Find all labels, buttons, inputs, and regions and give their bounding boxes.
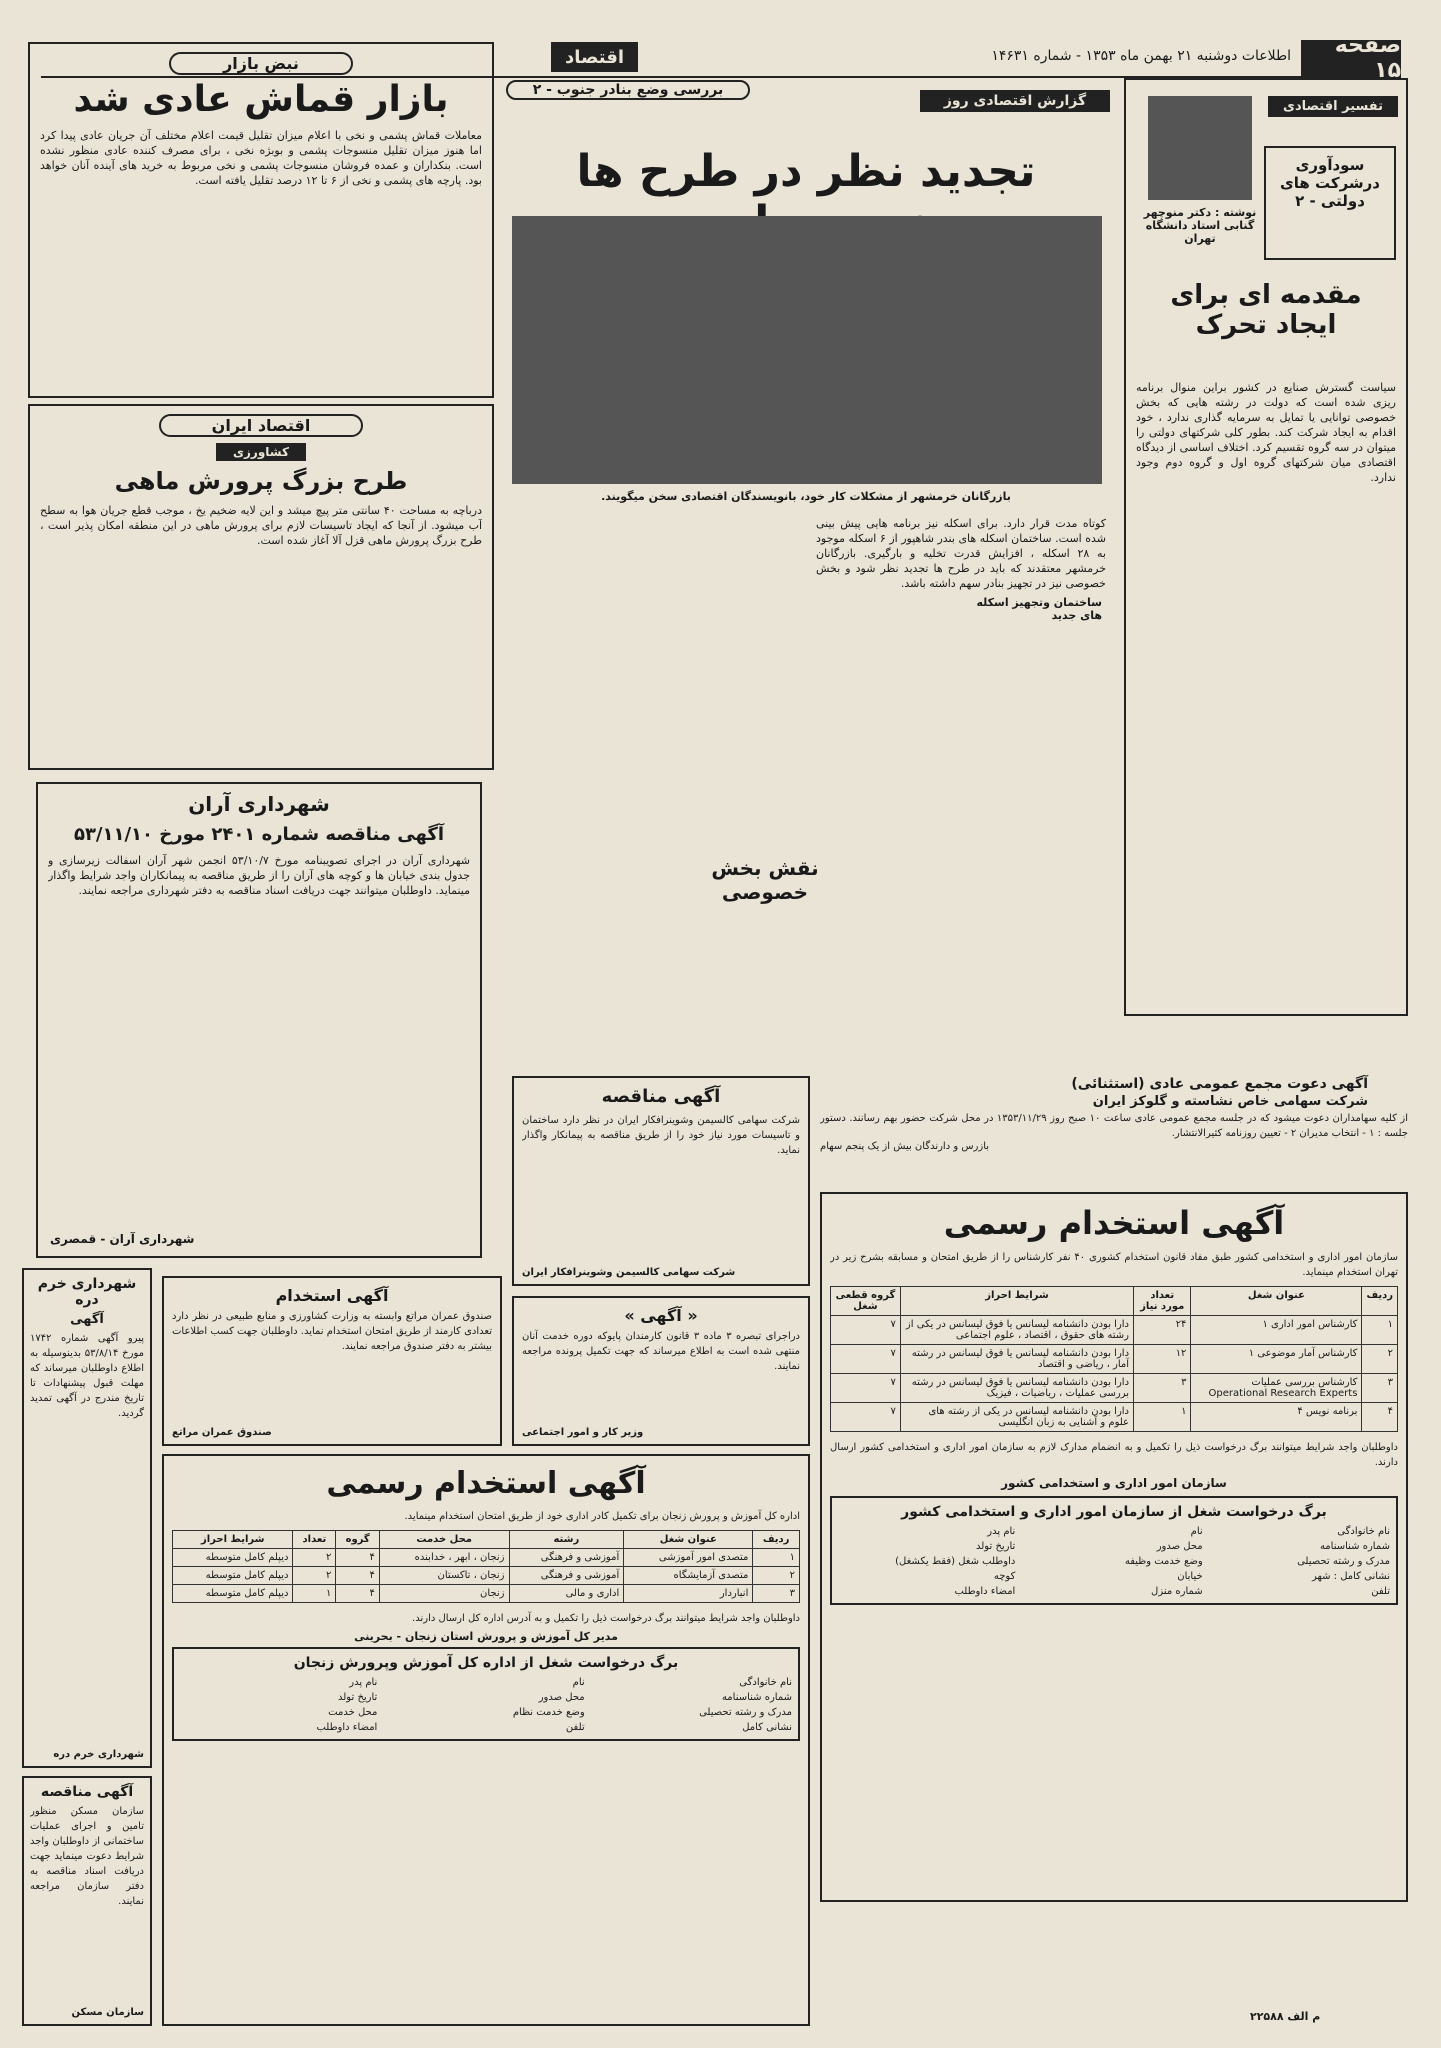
col-header: گروه [336,1531,379,1549]
form-field[interactable]: محل صدور [1156,1541,1203,1552]
ad-body: شهرداری آران در اجرای تصویبنامه مورخ ۵۳/۱۰/۷ انجمن شهر آران اسفالت زیرسازی و جدول بندی خیابان ها و کوچه های آران را از طریق مناقصه به پیمانکاران واجد شرایط واگذار مینماید. داوطلبان میتوانند جهت دریافت اسناد مناقصه به دفتر شهرداری مراجعه نمایند. [48,854,470,897]
market-pulse-article [28,42,494,398]
cell: ۱ [1134,1403,1191,1432]
table-row [831,1345,1398,1374]
ad-intro: اداره کل آموزش و پرورش زنجان برای تکمیل کادر اداری خود از طریق امتحان استخدام مینماید. [404,1511,800,1522]
form-field[interactable]: مدرک و رشته تحصیلی [1297,1556,1390,1567]
ad-body: از کلیه سهامداران دعوت میشود که در جلسه مجمع عمومی عادی ساعت ۱۰ صبح روز ۱۳۵۳/۱۱/۲۹ در محل شرکت حضور بهم رسانند. دستور جلسه : ۱ - انتخاب مدیران ۲ - تعیین روزنامه کثیرالانتشار. [820,1113,1408,1139]
form-field[interactable]: خیابان [1177,1571,1203,1582]
ad-signature: سازمان مسکن [71,2007,144,2018]
col-header: گروه قطعی شغل [831,1287,901,1316]
ad-body: سازمان مسکن منظور تامین و اجرای عملیات ساختمانی از داوطلبان واجد شرایط دعوت مینماید جهت دریافت اسناد مناقصه به دفتر سازمان مراجعه نمایند. [30,1806,144,1907]
cell: دیپلم کامل متوسطه [173,1585,293,1603]
ad-body: پیرو آگهی شماره ۱۷۴۲ مورخ ۵۳/۸/۱۴ بدینوسیله به اطلاع داوطلبان میرساند که مهلت قبول پیشنهادات تا تاریخ مندرج در آگهی تمدید گردید. [30,1333,144,1419]
cell: زنجان ، تاکستان [379,1567,509,1585]
ad-title: آگهی مناقصه [601,1086,721,1107]
form-field[interactable]: نشانی کامل [742,1722,792,1733]
cell: آموزشی و فرهنگی [509,1549,624,1567]
table-header-row [831,1287,1398,1316]
cell: ۴ [1362,1403,1398,1432]
ad-title: آگهی دعوت مجمع عمومی عادی (استثنائی) [1071,1076,1368,1092]
cell: دارا بودن دانشنامه لیسانس یا فوق لیسانس در یکی از رشته های حقوق ، اقتصاد ، علوم اجتماعی [900,1316,1133,1345]
page-number: صفحه ۱۵ [1301,40,1401,76]
application-form [830,1496,1398,1605]
col-header: عنوان شغل [624,1531,753,1549]
form-field[interactable]: کوچه [993,1571,1016,1582]
cell: زنجان [379,1585,509,1603]
table-row [173,1567,800,1585]
cell: ۲۴ [1134,1316,1191,1345]
ad-title: « آگهی » [624,1306,698,1325]
issue-line: اطلاعات دوشنبه ۲۱ بهمن ماه ۱۳۵۳ - شماره ۱۴۶۳۱ [991,48,1291,64]
cell: ۱ [1362,1316,1398,1345]
footer-code: م الف ۲۲۵۸۸ [1250,2010,1321,2023]
cell: ۲ [293,1567,336,1585]
form-field[interactable]: شماره منزل [1151,1586,1203,1597]
table-row [831,1374,1398,1403]
form-field[interactable]: مدرک و رشته تحصیلی [699,1707,792,1718]
cell: متصدی امور آموزشی [624,1549,753,1567]
cell: متصدی آزمایشگاه [624,1567,753,1585]
table-header-row [173,1531,800,1549]
ad-title: شهرداری خرم دره [37,1276,137,1308]
form-field[interactable]: شماره شناسنامه [721,1692,792,1703]
table-row [831,1316,1398,1345]
jobs-table [172,1530,800,1603]
ad-title: آگهی استخدام [275,1286,389,1305]
ad-body: دراجرای تبصره ۳ ماده ۳ قانون کارمندان پایوکه دوره خدمت آنان منتهی شده است به اطلاع میرساند که جهت تکمیل پرونده مراجعه نمایند. [522,1331,800,1372]
kicker: اقتصاد ایران [159,414,363,437]
ad-body: صندوق عمران مراتع وابسته به وزارت کشاورزی و منابع طبیعی در نظر دارد تعدادی کارمند از طریق امتحان استخدام نماید. داوطلبان جهت کسب اطلاعات بیشتر به دفتر صندوق مراجعه نمایند. [172,1311,492,1352]
subsection: کشاورزی [216,443,306,461]
assembly-ad [820,1076,1408,1176]
cell: ۲ [1362,1345,1398,1374]
kicker-left: بررسی وضع بنادر جنوب - ۲ [506,80,750,100]
form-field[interactable]: وضع خدمت نظام [512,1707,585,1718]
article-body: سیاست گسترش صنایع در کشور براین منوال برنامه ریزی شده است که دولت در رشته هایی که بخش خصوصی توانایی یا تمایل به سرمایه گذاری ندارد ، خود اقدام به ایجاد شرکت کند. بطور کلی شرکتهای دولتی را میتوان در سه گروه تقسیم کرد. اختلاف اساسی از دیدگاه اقتصادی میان شرکتهای گروه اول و گروه دوم وجود ندارد. [1136,381,1396,484]
labor-notice-ad [512,1296,810,1446]
ad-signature: شرکت سهامی کالسیمن وشوینرافکار ایران [522,1267,736,1278]
photo-caption: بازرگانان خرمشهر از مشکلات کار خود، بانویسندگان اقتصادی سخن میگویند. [601,490,1011,503]
ad-signature: صندوق عمران مراتع [172,1427,272,1438]
form-title: برگ درخواست شغل از اداره کل آموزش وپرورش زنجان [293,1655,679,1671]
cell: دیپلم کامل متوسطه [173,1567,293,1585]
form-field[interactable]: نام [572,1677,585,1688]
col-header: شرایط احراز [900,1287,1133,1316]
cell: اداری و مالی [509,1585,624,1603]
section-label: اقتصاد [551,42,638,72]
col-header: ردیف [753,1531,800,1549]
ad-title: آگهی استخدام رسمی [326,1466,646,1501]
article-body: درباچه به مساحت ۴۰ سانتی متر پیچ میشد و این لایه ضخیم یخ ، موجب قطع جریان هوا به سطح آب میشود. از آنجا که ایجاد تاسیسات لازم برای پرورش ماهی در این منطقه امکان پذیر است ، طرح بزرگ پرورش ماهی قزل آلا آغاز شده است. [40,504,482,547]
col-header: ردیف [1362,1287,1398,1316]
cell: ۲ [753,1567,800,1585]
aran-tender-ad [36,782,482,1258]
table-row [173,1549,800,1567]
cell: ۱۲ [1134,1345,1191,1374]
form-field[interactable]: نام خانوادگی [739,1677,792,1688]
cell: دارا بودن دانشنامه لیسانس یا فوق لیسانس در رشته آمار ، ریاضی و اقتصاد [900,1345,1133,1374]
ad-signature: سازمان امور اداری و استخدامی کشور [1001,1476,1227,1490]
headline: تجدید نظر در طرح ها [576,146,1036,197]
form-title: برگ درخواست شغل از سازمان امور اداری و استخدامی کشور [901,1504,1327,1520]
form-field[interactable]: تلفن [565,1722,585,1733]
form-field[interactable]: نام پدر [987,1526,1016,1537]
cell: دارا بودن دانشنامه لیسانس در یکی از رشته های علوم و آشنایی به زبان انگلیسی [900,1403,1133,1432]
cell: ۴ [336,1585,379,1603]
ad-signature: بازرس و دارندگان بیش از یک پنجم سهام [820,1141,990,1152]
rangeland-fund-ad [162,1276,502,1446]
cell: ۷ [831,1374,901,1403]
headline: مقدمه ای برای ایجاد تحرک [1170,280,1362,340]
form-field[interactable]: نشانی کامل : شهر [1311,1571,1390,1582]
form-field[interactable]: امضاء داوطلب [954,1586,1016,1597]
cell: ۴ [336,1549,379,1567]
cell: دیپلم کامل متوسطه [173,1549,293,1567]
form-field[interactable]: امضاء داوطلب [316,1722,378,1733]
housing-tender-ad [22,1776,152,2026]
form-field[interactable]: شماره شناسنامه [1319,1541,1390,1552]
zanjan-recruitment-ad [162,1454,810,2026]
cell: آموزشی و فرهنگی [509,1567,624,1585]
ad-title: آگهی استخدام رسمی [943,1204,1285,1242]
form-field[interactable]: نام پدر [349,1677,378,1688]
col-header: رشته [509,1531,624,1549]
form-field[interactable]: تلفن [1371,1586,1390,1597]
form-field[interactable]: تاریخ تولد [976,1541,1016,1552]
author-photo [1148,96,1252,200]
subheading-1: ساختمان وتجهیز اسکله های جدید [976,596,1102,622]
cell: کارشناس آمار موضوعی ۱ [1191,1345,1362,1374]
ad-subtitle: آگهی [70,1312,104,1327]
cell: ۴ [336,1567,379,1585]
ad-signature: شهرداری آران - قمصری [50,1232,195,1246]
form-field[interactable]: داوطلب شغل (فقط یکشغل) [895,1556,1016,1567]
col-header: تعداد مورد نیاز [1134,1287,1191,1316]
ad-title: شهرداری آران [188,792,330,816]
kicker-right: گزارش اقتصادی روز [920,90,1110,112]
ad-title: آگهی مناقصه [40,1784,134,1800]
col-header: شرایط احراز [173,1531,293,1549]
cell: زنجان ، ابهر ، خدابنده [379,1549,509,1567]
form-field[interactable]: وضع خدمت وظیفه [1124,1556,1203,1567]
form-field[interactable]: محل خدمت [328,1707,378,1718]
iran-economy-article [28,404,494,770]
form-field[interactable]: تاریخ تولد [338,1692,378,1703]
cell: ۷ [831,1403,901,1432]
form-field[interactable]: نام [1190,1526,1203,1537]
official-recruitment-ad [820,1192,1408,1902]
subheading-2: نقش بخش خصوصی [711,856,819,904]
cell: انباردار [624,1585,753,1603]
jobs-table [830,1286,1398,1432]
cell: ۱ [293,1585,336,1603]
headline: بازار قماش عادی شد [73,79,449,120]
cell: دارا بودن دانشنامه لیسانس یا فوق لیسانس در رشته بررسی عملیات ، ریاضیات ، فیزیک [900,1374,1133,1403]
cell: ۱ [753,1549,800,1567]
khorramdareh-ad [22,1268,152,1768]
col-header: تعداد [293,1531,336,1549]
ad-intro: سازمان امور اداری و استخدامی کشور طبق مفاد قانون استخدام کشوری ۴۰ نفر کارشناس را از طریق امتحان و مسابقه بشرح زیر در تهران استخدام مینماید. [830,1252,1398,1278]
ad-body: شرکت سهامی کالسیمن وشوینرافکار ایران در نظر دارد ساختمان و تاسیسات مورد نیاز خود را از طریق مناقصه به پیمانکار واگذار نماید. [522,1115,800,1156]
application-form [172,1647,800,1741]
ad-signature: مدیر کل آموزش و پرورش استان زنجان - بحرینی [354,1630,618,1643]
article-body: معاملات قماش پشمی و نخی با اعلام میزان تقلیل قیمت اعلام مختلف آن جریان عادی پیدا کرد اما هنوز میزان تقلیل منسوجات پشمی و بوبژه نخی ، برای مصرف کننده عادی منظور نشده است. بنکداران و عمده فروشان منسوجات پشمی و نخی مربوط به خرید های آینده آنان خواهد بود. پارچه های پشمی و نخی از ۶ تا ۱۲ درصد تقلیل یافته است. [40,129,482,187]
table-row [173,1585,800,1603]
ad-signature: شهرداری خرم دره [53,1749,144,1760]
cell: ۳ [1362,1374,1398,1403]
cell: ۷ [831,1316,901,1345]
series-box: سودآوری درشرکت های دولتی - ۲ [1264,146,1396,260]
author: نوشته : دکتر منوچهر گنابی استاد دانشگاه تهران [1143,206,1257,245]
photo-meeting [512,216,1102,484]
ad-subtitle: آگهی مناقصه شماره ۲۴۰۱ مورخ ۵۳/۱۱/۱۰ [73,824,445,845]
calcimine-tender-ad [512,1076,810,1286]
ad-signature: وزیر کار و امور اجتماعی [522,1427,644,1438]
cell: کارشناس امور اداری ۱ [1191,1316,1362,1345]
company-name: شرکت سهامی خاص نشاسته و گلوکز ایران [1092,1094,1368,1109]
ad-note: داوطلبان واجد شرایط میتوانند برگ درخواست ذیل را تکمیل و به انضمام مدارک لازم به سازمان امور اداری و استخدامی کشور ارسال دارند. [830,1442,1398,1468]
ports-article [500,76,1112,1066]
cell: برنامه نویس ۴ [1191,1403,1362,1432]
kicker: تفسیر اقتصادی [1268,96,1398,117]
cell: ۳ [1134,1374,1191,1403]
kicker: نبض بازار [169,52,353,75]
headline: طرح بزرگ پرورش ماهی [114,467,408,495]
economic-commentary [1124,78,1408,1016]
ad-note: داوطلبان واجد شرایط میتوانند برگ درخواست ذیل را تکمیل و به آدرس اداره کل ارسال دارند. [412,1613,800,1624]
cell: ۲ [293,1549,336,1567]
form-field[interactable]: محل صدور [538,1692,585,1703]
cell: کارشناس بررسی عملیات Operational Research Experts [1191,1374,1362,1403]
form-field[interactable]: نام خانوادگی [1337,1526,1390,1537]
col-header: عنوان شغل [1191,1287,1362,1316]
article-body: کوتاه مدت قرار دارد. برای اسکله نیز برنامه هایی پیش بینی شده است. ساختمان اسکله های بندر شاهپور از ۶ اسکله موجود به ۲۸ اسکله ، افزایش قدرت تخلیه و بارگیری. بازرگانان خرمشهر معتقدند که باید در طرح ها تجدید نظر شود و بخش خصوصی نیز در تجهیز بنادر سهم داشته باشد. [816,517,1106,590]
cell: ۳ [753,1585,800,1603]
col-header: محل خدمت [379,1531,509,1549]
cell: ۷ [831,1345,901,1374]
table-row [831,1403,1398,1432]
